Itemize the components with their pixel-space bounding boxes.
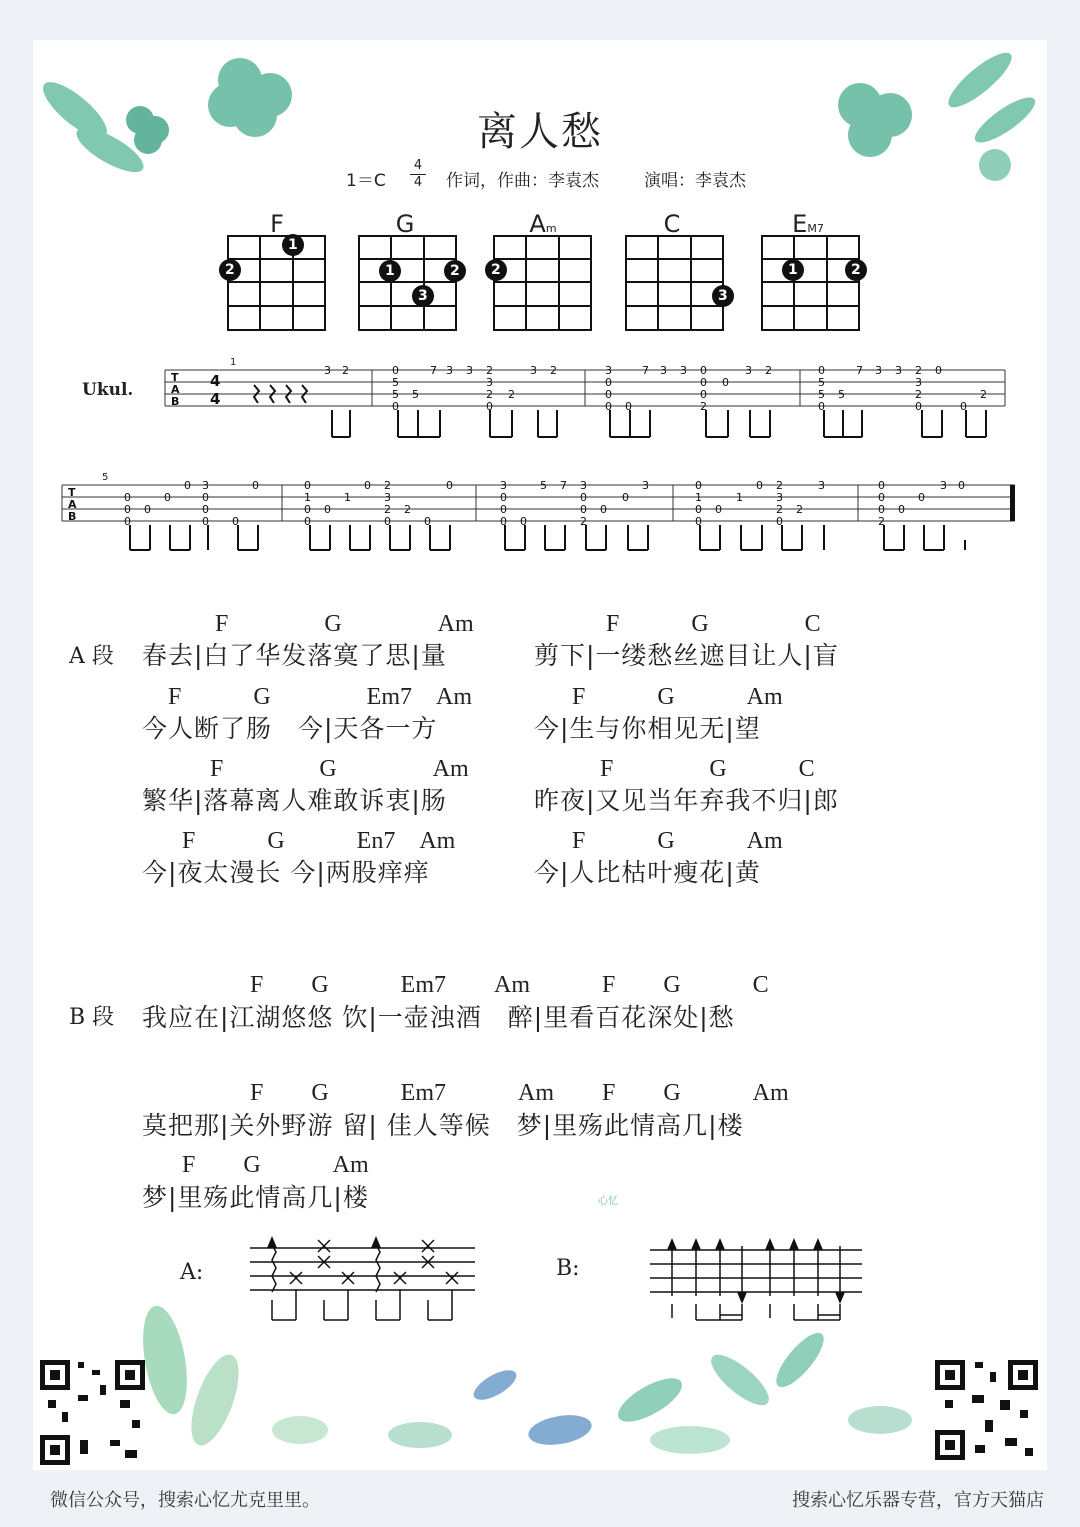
finger-number: 2 — [450, 263, 460, 279]
svg-text:0: 0 — [384, 515, 391, 528]
measure-number: 5 — [102, 472, 109, 483]
svg-text:0: 0 — [700, 388, 707, 401]
svg-text:0: 0 — [715, 503, 722, 516]
svg-text:2: 2 — [384, 479, 391, 492]
svg-text:3: 3 — [324, 364, 331, 377]
svg-text:0: 0 — [622, 491, 629, 504]
svg-text:3: 3 — [818, 479, 825, 492]
svg-text:0: 0 — [878, 479, 885, 492]
svg-text:0: 0 — [960, 400, 967, 413]
svg-text:5: 5 — [392, 376, 399, 389]
svg-text:0: 0 — [164, 491, 171, 504]
chord-line: F G En7 Am — [182, 828, 456, 854]
lyric-line: 今人断了肠 今|天各一方 — [142, 714, 438, 743]
lyric-line: 昨夜|又见当年弃我不归|郎 — [534, 786, 839, 815]
svg-text:2: 2 — [915, 364, 922, 377]
rhythm-label-b: B: — [556, 1256, 580, 1281]
svg-text:3: 3 — [875, 364, 882, 377]
tab-numbers-2 — [124, 479, 965, 528]
svg-text:5: 5 — [412, 388, 419, 401]
svg-text:0: 0 — [202, 515, 209, 528]
svg-text:2: 2 — [776, 503, 783, 516]
svg-text:2: 2 — [776, 479, 783, 492]
svg-text:3: 3 — [895, 364, 902, 377]
lyric-line: 今|人比枯叶瘦花|黄 — [534, 858, 761, 887]
lyric-line: 梦|里殇此情高几|楼 — [142, 1183, 369, 1212]
watermark: 心忆 — [598, 1196, 618, 1207]
chord-line: F G Am — [572, 828, 783, 854]
svg-text:0: 0 — [144, 503, 151, 516]
svg-text:3: 3 — [660, 364, 667, 377]
svg-text:3: 3 — [580, 479, 587, 492]
svg-text:5: 5 — [540, 479, 547, 492]
finger-number: 2 — [851, 262, 861, 278]
svg-text:2: 2 — [700, 400, 707, 413]
lyric-line: 莫把那|关外野游 留| 佳人等候 梦|里殇此情高几|楼 — [142, 1111, 744, 1140]
svg-text:1: 1 — [695, 491, 702, 504]
footer-wechat-text: 微信公众号，搜索心忆尤克里里。 — [50, 1490, 320, 1511]
svg-text:7: 7 — [642, 364, 649, 377]
lyric-line: 今|夜太漫长 今|两股痒痒 — [142, 858, 430, 887]
svg-text:7: 7 — [430, 364, 437, 377]
svg-text:0: 0 — [915, 400, 922, 413]
tab-numbers-1 — [324, 364, 987, 413]
svg-text:2: 2 — [404, 503, 411, 516]
svg-text:0: 0 — [878, 503, 885, 516]
svg-text:0: 0 — [695, 479, 702, 492]
svg-text:2: 2 — [342, 364, 349, 377]
svg-text:3: 3 — [680, 364, 687, 377]
svg-text:3: 3 — [486, 376, 493, 389]
svg-text:B: B — [171, 395, 180, 408]
finger-number: 1 — [788, 262, 798, 278]
svg-text:5: 5 — [392, 388, 399, 401]
svg-text:2: 2 — [550, 364, 557, 377]
chord-line: F G C — [606, 611, 821, 637]
svg-text:5: 5 — [818, 388, 825, 401]
svg-text:7: 7 — [560, 479, 567, 492]
svg-text:0: 0 — [818, 400, 825, 413]
key-signature: 1＝C — [346, 171, 386, 191]
svg-text:A: A — [171, 383, 180, 396]
svg-text:0: 0 — [700, 364, 707, 377]
time-signature — [410, 158, 426, 191]
svg-text:0: 0 — [580, 491, 587, 504]
svg-text:0: 0 — [424, 515, 431, 528]
svg-text:0: 0 — [184, 479, 191, 492]
footer-store-text: 搜索心忆乐器专营，官方天猫店 — [792, 1490, 1044, 1511]
finger-number: 3 — [718, 288, 728, 304]
svg-text:0: 0 — [625, 400, 632, 413]
chord-line: F G Em7 Am — [168, 684, 473, 710]
svg-text:4: 4 — [210, 372, 221, 390]
chord-line: F G Am — [182, 1152, 369, 1178]
svg-text:0: 0 — [500, 515, 507, 528]
svg-text:2: 2 — [878, 515, 885, 528]
svg-text:3: 3 — [745, 364, 752, 377]
svg-text:3: 3 — [466, 364, 473, 377]
svg-text:2: 2 — [508, 388, 515, 401]
lyric-line: 我应在|江湖悠悠 饮|一壶浊酒 醉|里看百花深处|愁 — [142, 1003, 735, 1032]
finger-number: 2 — [491, 262, 501, 278]
svg-text:0: 0 — [878, 491, 885, 504]
chord-line: F G Am — [215, 611, 474, 637]
svg-text:3: 3 — [776, 491, 783, 504]
svg-text:5: 5 — [838, 388, 845, 401]
chord-name-EM7: EM7 — [792, 210, 824, 238]
lyric-line: 今|生与你相见无|望 — [534, 714, 761, 743]
svg-text:0: 0 — [605, 400, 612, 413]
singer: 演唱：李袁杰 — [644, 171, 746, 191]
chord-name-Am: Am — [529, 210, 557, 238]
lyric-line: 春去|白了华发落寞了思|量 — [142, 641, 447, 670]
svg-text:0: 0 — [500, 491, 507, 504]
svg-text:0: 0 — [304, 479, 311, 492]
svg-text:2: 2 — [384, 503, 391, 516]
svg-text:0: 0 — [364, 479, 371, 492]
svg-text:0: 0 — [500, 503, 507, 516]
time-signature-top: 4 — [413, 158, 423, 173]
chord-line: F G Am — [210, 756, 469, 782]
svg-text:0: 0 — [935, 364, 942, 377]
svg-text:0: 0 — [202, 491, 209, 504]
svg-text:2: 2 — [980, 388, 987, 401]
svg-text:0: 0 — [232, 515, 239, 528]
measure-number: 1 — [230, 357, 237, 368]
chord-name-F: F — [270, 210, 284, 238]
svg-text:0: 0 — [324, 503, 331, 516]
svg-text:0: 0 — [776, 515, 783, 528]
svg-text:0: 0 — [695, 503, 702, 516]
svg-text:0: 0 — [605, 376, 612, 389]
section-b-label: B 段 — [69, 1005, 115, 1030]
svg-text:2: 2 — [486, 364, 493, 377]
svg-text:3: 3 — [202, 479, 209, 492]
chord-line: F G C — [600, 756, 815, 782]
svg-text:0: 0 — [124, 503, 131, 516]
svg-text:0: 0 — [392, 400, 399, 413]
svg-text:3: 3 — [915, 376, 922, 389]
svg-text:3: 3 — [530, 364, 537, 377]
svg-text:A: A — [68, 498, 77, 511]
svg-text:B: B — [68, 510, 77, 523]
svg-text:0: 0 — [446, 479, 453, 492]
chord-line: F G Am — [572, 684, 783, 710]
svg-text:3: 3 — [642, 479, 649, 492]
lyric-line: 繁华|落幕离人难敢诉衷|肠 — [142, 786, 447, 815]
svg-text:0: 0 — [722, 376, 729, 389]
svg-text:0: 0 — [600, 503, 607, 516]
svg-text:T: T — [171, 371, 179, 384]
svg-text:2: 2 — [486, 388, 493, 401]
svg-text:0: 0 — [700, 376, 707, 389]
svg-text:0: 0 — [958, 479, 965, 492]
svg-text:2: 2 — [580, 515, 587, 528]
svg-text:0: 0 — [898, 503, 905, 516]
svg-text:0: 0 — [756, 479, 763, 492]
chord-name-G: G — [395, 210, 415, 238]
svg-text:0: 0 — [486, 400, 493, 413]
svg-text:0: 0 — [918, 491, 925, 504]
svg-text:0: 0 — [304, 515, 311, 528]
chord-name-C: C — [663, 210, 681, 238]
time-signature-bottom: 4 — [410, 174, 426, 191]
svg-text:0: 0 — [520, 515, 527, 528]
chord-line: F G Em7 Am F G Am — [250, 1080, 789, 1106]
svg-text:3: 3 — [500, 479, 507, 492]
svg-text:0: 0 — [392, 364, 399, 377]
lyric-line: 剪下|一缕愁丝遮目让人|盲 — [534, 641, 839, 670]
finger-number: 1 — [385, 263, 395, 279]
svg-text:0: 0 — [695, 515, 702, 528]
finger-number: 1 — [288, 237, 298, 253]
svg-text:0: 0 — [202, 503, 209, 516]
svg-text:2: 2 — [915, 388, 922, 401]
svg-text:T: T — [68, 486, 76, 499]
svg-text:0: 0 — [252, 479, 259, 492]
svg-text:0: 0 — [124, 491, 131, 504]
svg-text:3: 3 — [940, 479, 947, 492]
svg-text:3: 3 — [446, 364, 453, 377]
instrument-label: Ukul. — [82, 380, 134, 400]
svg-text:3: 3 — [605, 364, 612, 377]
svg-text:7: 7 — [856, 364, 863, 377]
chord-line: F G Em7 Am F G C — [250, 972, 769, 998]
svg-text:1: 1 — [304, 491, 311, 504]
finger-number: 3 — [418, 288, 428, 304]
finger-number: 2 — [225, 262, 235, 278]
svg-text:1: 1 — [736, 491, 743, 504]
credits: 作词，作曲：李袁杰 — [446, 171, 599, 191]
svg-text:3: 3 — [384, 491, 391, 504]
svg-text:0: 0 — [124, 515, 131, 528]
svg-text:5: 5 — [818, 376, 825, 389]
svg-text:2: 2 — [765, 364, 772, 377]
song-title: 离人愁 — [477, 109, 603, 155]
svg-text:0: 0 — [304, 503, 311, 516]
svg-text:2: 2 — [796, 503, 803, 516]
svg-text:0: 0 — [580, 503, 587, 516]
rhythm-label-a: A: — [180, 1260, 204, 1285]
svg-text:0: 0 — [605, 388, 612, 401]
svg-text:4: 4 — [210, 390, 221, 408]
svg-text:1: 1 — [344, 491, 351, 504]
svg-text:0: 0 — [818, 364, 825, 377]
section-a-label: A 段 — [69, 644, 114, 669]
footer — [0, 1478, 1080, 1527]
